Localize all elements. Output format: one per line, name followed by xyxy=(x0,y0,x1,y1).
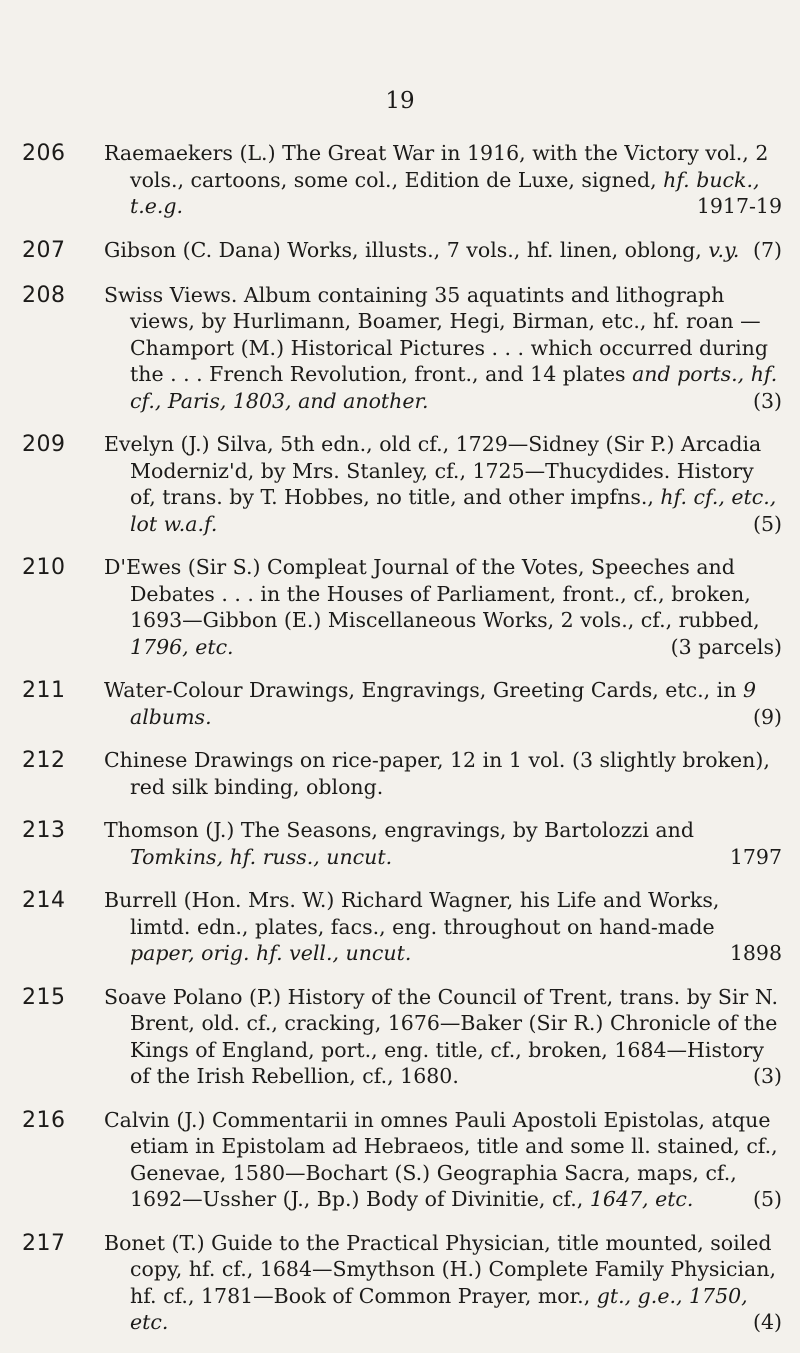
lot-text-tail: 9 albums. xyxy=(130,678,757,729)
lot-number: 207 xyxy=(22,237,66,263)
lot-date: 1797 xyxy=(729,844,782,869)
lot-description xyxy=(104,431,782,537)
lot-text: Gibson (C. Dana) Works, illusts., 7 vols., hf. linen, oblong, xyxy=(104,237,702,262)
lot-text-tail: v.y. xyxy=(708,237,740,262)
lot-description xyxy=(104,554,782,660)
lot-description xyxy=(104,984,782,1090)
lot-number: 216 xyxy=(22,1107,66,1133)
lot-date: (3) xyxy=(752,388,782,413)
lot-entry xyxy=(22,237,782,265)
lot-text: Burrell (Hon. Mrs. W.) Richard Wagner, his Life and Works, limtd. edn., plates, facs., eng. throughout on hand-made xyxy=(104,888,720,939)
lot-entry xyxy=(22,431,782,537)
lot-entry xyxy=(22,1107,782,1213)
lot-number: 211 xyxy=(22,678,66,703)
lot-text: Swiss Views. Album containing 35 aquatints and lithograph views, by Hurlimann, Boamer, Hegi, Birman, etc., hf. roan —Champort (M.) Historical Pictures . . . which occurred during the . . . French Revolution, front., and 14 plates xyxy=(104,282,768,386)
lot-text: Bonet (T.) Guide to the Practical Physician, title mounted, soiled copy, hf. cf., 1684—Smythson (H.) Complete Family Physician, hf. cf., 1781—Book of Common Prayer, mor., xyxy=(104,1230,776,1308)
lot-date: 1917-19 xyxy=(696,194,782,218)
lot-text: Water-Colour Drawings, Engravings, Greeting Cards, etc., in xyxy=(104,678,737,702)
lot-description xyxy=(104,677,782,730)
lot-description xyxy=(104,817,782,870)
lot-number: 208 xyxy=(22,282,66,308)
lot-text-tail: and ports., hf. cf., Paris, 1803, and another. xyxy=(130,362,778,413)
lot-text: Calvin (J.) Commentarii in omnes Pauli Apostoli Epistolas, atque etiam in Epistolam ad Hebraeos, title and some ll. stained, cf., Genevae, 1580—Bochart (S.) Geographia Sacra, maps, cf., 1692—Ussher (J., Bp.) Body of Divinitie, cf., xyxy=(104,1107,778,1211)
lot-description xyxy=(104,747,782,800)
lot-entry xyxy=(22,1230,782,1336)
lot-entry xyxy=(22,887,782,967)
lot-number: 212 xyxy=(22,748,66,773)
lot-text-tail: paper, orig. hf. vell., uncut. xyxy=(130,941,412,965)
lot-date: (5) xyxy=(752,1187,782,1211)
lot-text-tail: hf. cf., etc., lot w.a.f. xyxy=(130,485,777,536)
lot-number: 209 xyxy=(22,432,66,457)
lot-text: Soave Polano (P.) History of the Council of Trent, trans. by Sir N. Brent, old. cf., cracking, 1676—Baker (Sir R.) Chronicle of the Kings of England, port., eng. title, cf., broken, 1684—History of the Irish Rebellion, cf., 1680. xyxy=(104,984,778,1088)
page-number: 19 xyxy=(385,88,415,114)
lot-date: (3 parcels) xyxy=(670,634,782,659)
lot-number: 210 xyxy=(22,555,66,580)
lot-text-tail: 1647, etc. xyxy=(589,1187,694,1211)
lot-text: Thomson (J.) The Seasons, engravings, by Bartolozzi and xyxy=(104,818,694,842)
lot-date: (5) xyxy=(752,511,782,536)
lot-number: 214 xyxy=(22,888,66,913)
lot-entry xyxy=(22,817,782,870)
lot-text: D'Ewes (Sir S.) Compleat Journal of the Votes, Speeches and Debates . . . in the Houses of Parliament, front., cf., broken, 1693—Gibbon (E.) Miscellaneous Works, 2 vols., cf., rubbed, xyxy=(104,555,760,632)
lot-description xyxy=(104,237,782,265)
lot-entry xyxy=(22,140,782,220)
lot-text-tail: Tomkins, hf. russ., uncut. xyxy=(130,844,393,869)
lot-entry xyxy=(22,984,782,1090)
lot-date: (9) xyxy=(752,704,782,729)
lot-entry xyxy=(22,677,782,730)
lot-text: Chinese Drawings on rice-paper, 12 in 1 vol. (3 slightly broken), red silk binding, oblong. xyxy=(104,748,770,799)
lot-number: 217 xyxy=(22,1230,66,1256)
lot-number: 215 xyxy=(22,984,66,1010)
lot-text: Evelyn (J.) Silva, 5th edn., old cf., 1729—Sidney (Sir P.) Arcadia Moderniz'd, by Mrs. Stanley, cf., 1725—Thucydides. History of, trans. by T. Hobbes, no title, and other impfns., xyxy=(104,432,762,509)
lot-text: Raemaekers (L.) The Great War in 1916, with the Victory vol., 2 vols., cartoons, some col., Edition de Luxe, signed, xyxy=(104,141,769,192)
lot-description xyxy=(104,140,782,220)
lot-entry xyxy=(22,282,782,415)
lot-entry xyxy=(22,554,782,660)
lot-description xyxy=(104,887,782,967)
lot-description xyxy=(104,282,782,415)
lot-number: 213 xyxy=(22,818,66,843)
lot-entry xyxy=(22,747,782,800)
lot-number: 206 xyxy=(22,141,66,166)
lot-text-tail: hf. buck., t.e.g. xyxy=(130,167,760,218)
lot-date: 1898 xyxy=(729,941,782,965)
lot-date: (3) xyxy=(752,1064,782,1088)
lot-text-tail: gt., g.e., 1750, etc. xyxy=(130,1283,748,1334)
lot-description xyxy=(104,1107,782,1213)
lot-date: (7) xyxy=(752,237,782,262)
lot-text-tail: 1796, etc. xyxy=(130,634,234,659)
lot-description xyxy=(104,1230,782,1336)
lot-list xyxy=(22,140,782,1353)
lot-date: (4) xyxy=(752,1310,782,1334)
